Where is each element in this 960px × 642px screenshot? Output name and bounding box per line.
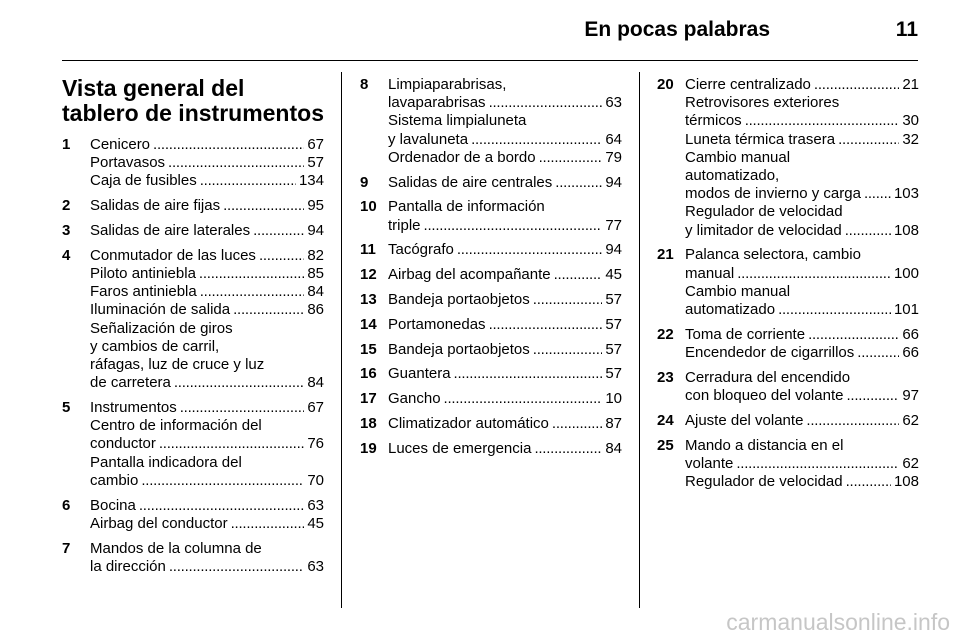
dot-leader [233, 301, 304, 319]
entry-line [388, 198, 622, 216]
column-middle [360, 76, 622, 465]
dot-leader [180, 399, 305, 417]
entry-text: lavaparabrisas [388, 94, 486, 112]
entry-number: 15 [360, 340, 377, 358]
index-entry [360, 316, 622, 334]
entry-line [388, 365, 622, 383]
entry-line [685, 149, 919, 167]
entry-line [90, 265, 324, 283]
dot-leader [778, 301, 891, 319]
entry-number: 2 [62, 197, 71, 215]
entry-text: Regulador de velocidad [685, 473, 843, 491]
entry-number: 22 [657, 325, 674, 343]
dot-leader [231, 515, 305, 533]
index-entry [360, 241, 622, 259]
entry-page: 64 [605, 130, 622, 148]
entry-page: 21 [902, 76, 919, 93]
entry-page: 85 [307, 265, 324, 282]
entry-number: 12 [360, 266, 377, 284]
entry-text: Mandos de la columna de [90, 539, 262, 557]
entry-text: Regulador de velocidad [685, 203, 843, 221]
index-entry [62, 540, 324, 576]
index-entry [62, 136, 324, 191]
entry-text: Retrovisores exteriores [685, 94, 840, 112]
entry-page: 32 [902, 130, 919, 148]
entry-line [685, 112, 919, 130]
index-entry [62, 497, 324, 533]
index-entry [360, 415, 622, 433]
entry-text: Salidas de aire laterales [90, 222, 251, 239]
dot-leader [737, 265, 891, 283]
entry-text: modos de invierno y carga [685, 185, 861, 203]
entry-text: Salidas de aire centrales [388, 173, 553, 191]
entry-text: Instrumentos [90, 399, 177, 417]
dot-leader [139, 497, 304, 515]
dot-leader [253, 222, 304, 240]
column-left [62, 76, 324, 583]
entry-line [685, 369, 919, 387]
entry-page: 134 [298, 172, 324, 190]
dot-leader [444, 390, 603, 408]
entry-text: Luces de emergencia [388, 439, 532, 457]
entry-text: volante [685, 454, 734, 472]
entry-line [685, 437, 919, 455]
entry-number: 14 [360, 315, 377, 333]
entry-line [90, 356, 324, 374]
entry-line [90, 435, 324, 453]
dot-leader [533, 341, 603, 359]
dot-leader [845, 222, 891, 240]
entry-line [90, 497, 324, 515]
entry-line [388, 217, 622, 235]
entry-line [90, 540, 324, 558]
entry-page: 57 [605, 365, 622, 383]
entry-page: 103 [893, 185, 919, 203]
entry-line [685, 412, 919, 430]
entry-text: Gancho [388, 390, 441, 408]
entry-text: manual [685, 264, 735, 282]
entry-text: Encendedor de cigarrillos [685, 344, 855, 362]
entry-page: 66 [902, 325, 919, 343]
entry-text: con bloqueo del volante [685, 387, 844, 405]
entry-page: 63 [307, 557, 324, 575]
entry-line [90, 515, 324, 533]
dot-leader [736, 455, 899, 473]
entry-number: 3 [62, 222, 71, 239]
entry-line [90, 454, 324, 472]
dot-leader [454, 365, 603, 383]
entry-line [90, 320, 324, 338]
entry-line [685, 203, 919, 221]
entry-line [388, 112, 622, 130]
entry-page: 10 [605, 390, 622, 408]
entry-page: 79 [605, 148, 622, 166]
index-entry [360, 174, 622, 192]
entry-line [388, 94, 622, 112]
entry-number: 5 [62, 399, 71, 417]
index-entry [62, 247, 324, 393]
index-entry [62, 197, 324, 215]
index-entry [360, 341, 622, 359]
entry-page: 94 [307, 222, 324, 239]
entry-line [685, 473, 919, 491]
entry-number: 19 [360, 439, 377, 457]
entry-page: 84 [605, 439, 622, 457]
entry-page: 95 [307, 197, 324, 215]
index-entry [360, 390, 622, 408]
entry-page: 66 [902, 344, 919, 362]
entry-line [90, 417, 324, 435]
entry-line [388, 131, 622, 149]
entry-line [388, 440, 622, 458]
entry-line [388, 149, 622, 167]
dot-leader [814, 76, 899, 94]
entry-text: automatizado, [685, 167, 780, 185]
dot-leader [808, 326, 899, 344]
entry-text: Bandeja portaobjetos [388, 340, 530, 358]
entry-line [685, 301, 919, 319]
entry-text: Pantalla de información [388, 198, 545, 216]
entry-text: y cambios de carril, [90, 337, 220, 355]
dot-leader [846, 387, 899, 405]
entry-number: 21 [657, 246, 674, 264]
dot-leader [223, 197, 304, 215]
dot-leader [174, 374, 304, 392]
entry-page: 70 [307, 471, 324, 489]
index-entry [657, 437, 919, 492]
entry-line [388, 174, 622, 192]
entry-text: de carretera [90, 374, 171, 392]
entry-line [388, 266, 622, 284]
entry-line [685, 344, 919, 362]
entry-line [388, 291, 622, 309]
column-divider [341, 72, 342, 608]
entry-text: ráfagas, luz de cruce y luz [90, 356, 265, 374]
dot-leader [424, 217, 603, 235]
entry-line [388, 341, 622, 359]
entry-page: 108 [893, 221, 919, 239]
entry-page: 108 [893, 473, 919, 491]
index-entry [657, 326, 919, 362]
entry-number: 6 [62, 496, 71, 514]
entry-line [90, 558, 324, 576]
entry-line [685, 222, 919, 240]
entry-line [685, 246, 919, 264]
dot-leader [864, 185, 891, 203]
entry-text: Palanca selectora, cambio [685, 246, 861, 264]
dot-leader [169, 558, 304, 576]
entry-text: y lavaluneta [388, 130, 469, 148]
dot-leader [745, 112, 900, 130]
index-entry [360, 198, 622, 234]
dot-leader [159, 435, 304, 453]
index-entry [360, 365, 622, 383]
entry-number: 7 [62, 539, 71, 557]
entry-text: Salidas de aire fijas [90, 197, 221, 215]
entry-page: 97 [902, 387, 919, 405]
entry-page: 45 [605, 266, 622, 284]
entry-page: 67 [307, 399, 324, 417]
entry-number: 20 [657, 76, 674, 93]
entry-page: 84 [307, 283, 324, 301]
header-rule [62, 60, 918, 61]
entry-number: 10 [360, 198, 377, 216]
entry-line [685, 94, 919, 112]
index-entry [62, 222, 324, 240]
entry-text: conductor [90, 435, 156, 453]
entry-page: 62 [902, 411, 919, 429]
entry-number: 17 [360, 390, 377, 408]
entry-number: 8 [360, 76, 369, 93]
dot-leader [554, 266, 603, 284]
entry-text: Portamonedas [388, 315, 486, 333]
entry-line [685, 265, 919, 283]
entry-page: 57 [307, 154, 324, 172]
entry-page: 101 [893, 301, 919, 319]
entry-text: Cierre centralizado [685, 76, 811, 93]
column-right [657, 76, 919, 498]
index-entry [62, 399, 324, 490]
entry-page: 87 [605, 414, 622, 432]
entry-text: y limitador de velocidad [685, 221, 842, 239]
dot-leader [857, 344, 899, 362]
entry-line [685, 283, 919, 301]
entry-text: Señalización de giros [90, 319, 233, 337]
dot-leader [534, 440, 602, 458]
entry-text: Mando a distancia en el [685, 436, 844, 454]
index-entry [360, 440, 622, 458]
entry-page: 57 [605, 291, 622, 308]
entry-line [685, 167, 919, 185]
dot-leader [539, 149, 603, 167]
entry-text: Cenicero [90, 136, 151, 153]
entry-text: Cambio manual [685, 148, 791, 166]
entry-text: Centro de información del [90, 417, 262, 435]
entry-text: Cerradura del encendido [685, 368, 851, 386]
entry-line [388, 241, 622, 259]
entry-number: 24 [657, 411, 674, 429]
index-entry [657, 76, 919, 240]
entry-number: 25 [657, 436, 674, 454]
entry-page: 30 [902, 112, 919, 130]
entry-page: 84 [307, 374, 324, 392]
dot-leader [457, 241, 602, 259]
entry-text: cambio [90, 471, 139, 489]
entry-line [388, 415, 622, 433]
dot-leader [489, 316, 603, 334]
entry-page: 100 [893, 264, 919, 282]
entry-text: Pantalla indicadora del [90, 453, 242, 471]
entry-line [388, 316, 622, 334]
entry-line [90, 197, 324, 215]
entry-text: Guantera [388, 365, 451, 383]
dot-leader [555, 174, 602, 192]
entry-text: triple [388, 216, 421, 234]
entry-line [685, 455, 919, 473]
entry-text: Piloto antiniebla [90, 265, 196, 282]
dot-leader [153, 136, 304, 154]
dot-leader [533, 291, 603, 309]
entry-text: automatizado [685, 301, 776, 319]
entry-text: Portavasos [90, 154, 166, 172]
entry-number: 9 [360, 173, 369, 191]
entry-number: 23 [657, 368, 674, 386]
index-entry [360, 291, 622, 309]
entry-number: 16 [360, 365, 377, 383]
dot-leader [471, 131, 602, 149]
entry-line [90, 154, 324, 172]
dot-leader [838, 131, 899, 149]
entry-line [90, 472, 324, 490]
entry-line [90, 301, 324, 319]
header-title: En pocas palabras [584, 18, 770, 41]
dot-leader [168, 154, 304, 172]
entry-page: 62 [902, 454, 919, 472]
entry-text: Luneta térmica trasera [685, 130, 836, 148]
entry-text: térmicos [685, 112, 742, 130]
entry-text: Faros antiniebla [90, 283, 197, 301]
entry-page: 45 [307, 514, 324, 532]
dot-leader [489, 94, 603, 112]
dot-leader [199, 265, 304, 283]
section-title: Vista general del tablero de instrumentos [62, 75, 324, 126]
entry-text: Toma de corriente [685, 325, 806, 343]
entry-page: 57 [605, 340, 622, 358]
entry-text: Ajuste del volante [685, 411, 804, 429]
index-entry [657, 412, 919, 430]
entry-text: Caja de fusibles [90, 172, 197, 190]
entry-line [388, 76, 622, 94]
entry-page: 67 [307, 136, 324, 153]
entry-page: 94 [605, 241, 622, 259]
entry-line [90, 172, 324, 190]
entry-text: Cambio manual [685, 282, 791, 300]
entry-number: 13 [360, 291, 377, 308]
entry-page: 57 [605, 315, 622, 333]
entry-text: la dirección [90, 557, 166, 575]
entry-line [388, 390, 622, 408]
entry-text: Bocina [90, 496, 136, 514]
dot-leader [200, 172, 296, 190]
entry-text: Sistema limpialuneta [388, 112, 527, 130]
dot-leader [259, 247, 304, 265]
dot-leader [141, 472, 304, 490]
entry-line [685, 387, 919, 405]
dot-leader [552, 415, 602, 433]
entry-page: 82 [307, 246, 324, 264]
entry-text: Ordenador de a bordo [388, 148, 536, 166]
entry-page: 63 [307, 496, 324, 514]
entry-line [90, 283, 324, 301]
entry-line [685, 185, 919, 203]
entry-page: 63 [605, 94, 622, 112]
dot-leader [846, 473, 891, 491]
entry-text: Climatizador automático [388, 414, 549, 432]
entry-page: 77 [605, 216, 622, 234]
entry-number: 18 [360, 414, 377, 432]
entry-line [685, 76, 919, 94]
entry-line [90, 222, 324, 240]
entry-line [90, 374, 324, 392]
dot-leader [200, 283, 305, 301]
entry-text: Conmutador de las luces [90, 246, 256, 264]
index-entry [657, 369, 919, 405]
entry-line [90, 247, 324, 265]
entry-line [685, 326, 919, 344]
entry-page: 94 [605, 173, 622, 191]
entry-number: 1 [62, 136, 71, 153]
index-entry [360, 76, 622, 167]
dot-leader [806, 412, 899, 430]
entry-text: Iluminación de salida [90, 301, 231, 319]
entry-text: Airbag del conductor [90, 514, 228, 532]
entry-text: Airbag del acompañante [388, 266, 551, 284]
column-divider [639, 72, 640, 608]
entry-page: 86 [307, 301, 324, 319]
entry-line [90, 136, 324, 154]
page-number: 11 [895, 18, 918, 41]
watermark: carmanualsonline.info [726, 609, 950, 635]
entry-text: Tacógrafo [388, 241, 454, 259]
entry-number: 11 [360, 241, 376, 259]
entry-number: 4 [62, 246, 71, 264]
index-entry [657, 246, 919, 319]
index-entry [360, 266, 622, 284]
entry-text: Limpiaparabrisas, [388, 76, 507, 93]
entry-line [90, 338, 324, 356]
entry-page: 76 [307, 435, 324, 453]
entry-text: Bandeja portaobjetos [388, 291, 530, 308]
entry-line [90, 399, 324, 417]
entry-line [685, 131, 919, 149]
